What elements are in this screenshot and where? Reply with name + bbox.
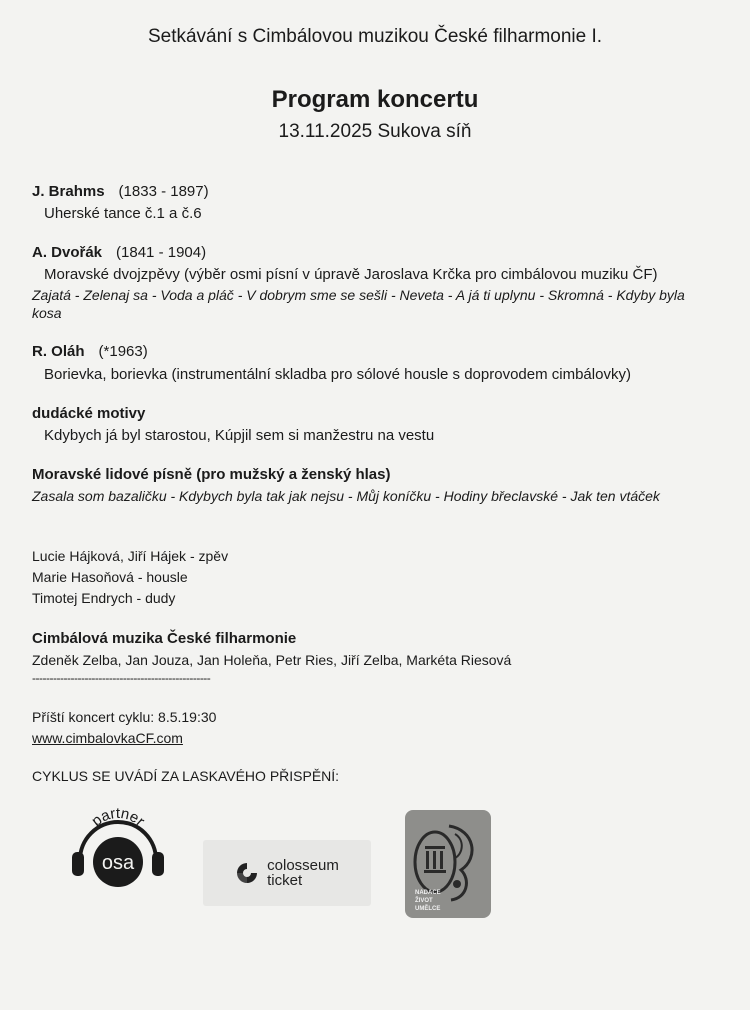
colosseum-mark-icon: [235, 861, 259, 885]
headphones-icon: [66, 802, 170, 892]
work-brahms: Uherské tance č.1 a č.6: [44, 205, 202, 222]
composer-name: J. Brahms: [32, 183, 105, 200]
osa-arc-text: partner: [88, 805, 148, 830]
osa-partner-logo: [66, 802, 170, 892]
performer-violin: Marie Hasoňová - housle: [32, 569, 188, 585]
work-dvorak: Moravské dvojzpěvy (výběr osmi písní v úpravě Jaroslava Krčka pro cimbálovou muziku ČF): [44, 266, 658, 283]
ticket-text: ticket: [267, 872, 303, 889]
nadace-text: NADACE: [415, 890, 441, 896]
section-moravske-lidove: Moravské lidové písně (pro mužský a ženský hlas): [32, 466, 391, 483]
zivot-text: ŽIVOT: [415, 898, 433, 904]
composer-name: A. Dvořák: [32, 244, 103, 261]
ensemble-members: Zdeněk Zelba, Jan Jouza, Jan Holeňa, Petr Ries, Jiří Zelba, Markéta Riesová: [32, 652, 512, 668]
ensemble-name: Cimbálová muzika České filharmonie: [32, 630, 297, 647]
composer-brahms: [32, 183, 209, 200]
songs-dvorak-line2: kosa: [32, 305, 62, 321]
next-concert: Příští koncert cyklu: 8.5.19:30: [32, 709, 217, 725]
composer-years: (1833 - 1897): [118, 183, 209, 200]
songs-dvorak-line1: Zajatá - Zelenaj sa - Voda a pláč - V dobrym sme se sešli - Neveta - A já ti uplynu - Skromná - Kdyby byla: [32, 287, 685, 303]
sponsors-heading: CYKLUS SE UVÁDÍ ZA LASKAVÉHO PŘISPĚNÍ:: [32, 768, 340, 784]
nadace-zivot-umelce-logo: [405, 810, 491, 918]
umelce-text: UMĚLCE: [415, 906, 441, 912]
nadace-emblem-icon: [405, 810, 491, 918]
composer-olah: [32, 343, 148, 360]
date-venue: 13.11.2025 Sukova síň: [278, 121, 472, 142]
website-link[interactable]: www.cimbalovkaCF.com: [32, 730, 183, 746]
work-dudacke: Kdybych já byl starostou, Kúpjil sem si manžestru na vestu: [44, 427, 435, 444]
colosseum-ticket-logo: [203, 840, 371, 906]
composer-dvorak: [32, 244, 206, 261]
series-title: Setkávání s Cimbálovou muzikou České filharmonie I.: [147, 26, 603, 47]
colosseum-text: colosseum: [267, 857, 339, 874]
osa-mark: osa: [101, 852, 135, 874]
section-dudacke-motivy: dudácké motivy: [32, 405, 146, 422]
performer-bagpipes: Timotej Endrych - dudy: [32, 590, 176, 606]
separator-line: ---------------------------------------------------: [32, 671, 211, 685]
work-olah: Borievka, borievka (instrumentální skladba pro sólové housle s doprovodem cimbálovky): [44, 366, 631, 383]
composer-years: (*1963): [98, 343, 148, 360]
composer-name: R. Oláh: [32, 343, 85, 360]
performer-singers: Lucie Hájková, Jiří Hájek - zpěv: [32, 548, 229, 564]
program-title: Program koncertu: [271, 86, 479, 113]
songs-moravske: Zasala som bazaličku - Kdybych byla tak jak nejsu - Můj koníčku - Hodiny břeclavské - Jak ten vtáček: [32, 488, 660, 504]
composer-years: (1841 - 1904): [116, 244, 207, 261]
